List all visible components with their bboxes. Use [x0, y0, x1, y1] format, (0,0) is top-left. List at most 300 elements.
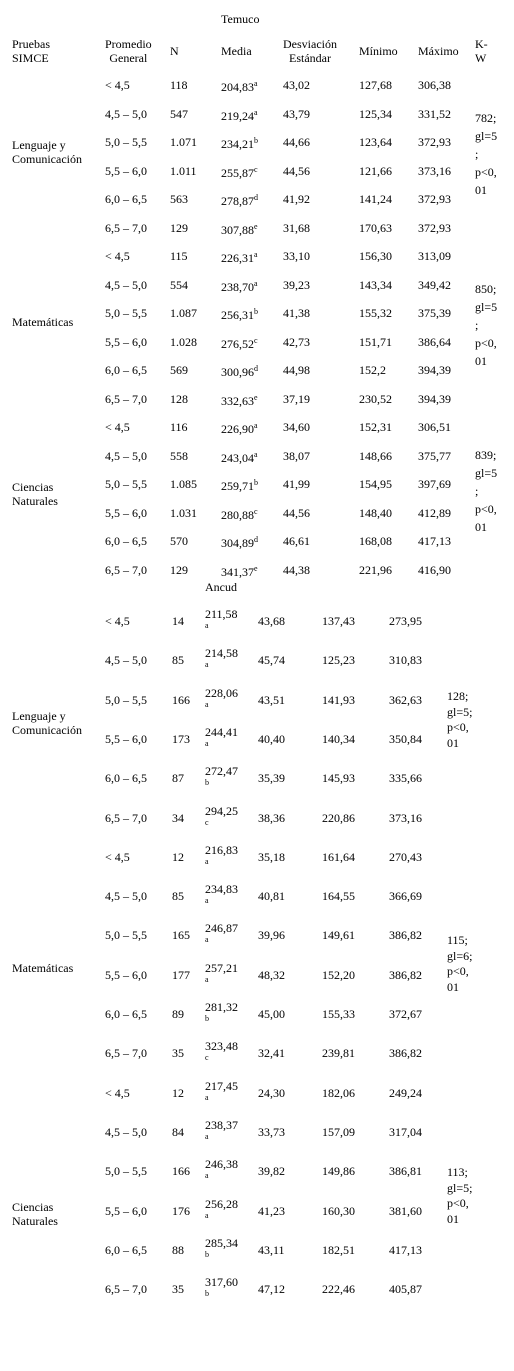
promedio-cell: 6,0 – 6,5 [105, 1242, 147, 1257]
media-value: 204,83 [221, 80, 254, 94]
media-subscript: c [205, 817, 209, 827]
min-cell: 220,86 [322, 810, 355, 825]
n-cell: 128 [170, 391, 188, 406]
media-cell [205, 1275, 238, 1298]
media-cell [205, 686, 238, 709]
desv-cell: 44,56 [283, 505, 310, 520]
max-cell: 416,90 [418, 562, 451, 577]
n-cell: 554 [170, 277, 188, 292]
desv-cell: 41,23 [258, 1203, 285, 1218]
max-cell: 335,66 [389, 771, 422, 786]
media-subscript: a [205, 935, 209, 945]
media-cell [221, 337, 258, 351]
n-cell: 88 [172, 1242, 184, 1257]
media-superscript: e [254, 563, 258, 573]
min-cell: 239,81 [322, 1046, 355, 1061]
media-cell [221, 194, 258, 208]
min-cell: 182,51 [322, 1242, 355, 1257]
min-cell: 152,20 [322, 967, 355, 982]
media-cell [205, 843, 238, 866]
desv-cell: 38,36 [258, 810, 285, 825]
media-superscript: e [254, 221, 258, 231]
n-cell: 85 [172, 889, 184, 904]
promedio-cell: 4,5 – 5,0 [105, 277, 147, 292]
desv-cell: 35,18 [258, 849, 285, 864]
media-superscript: c [254, 164, 258, 174]
media-superscript: d [254, 535, 258, 544]
ancud-kw-stat: 113; gl=5; p<0, 01 [447, 1165, 473, 1226]
media-value: 272,47 [205, 764, 238, 779]
min-cell: 137,43 [322, 614, 355, 628]
media-cell [205, 1197, 238, 1220]
max-cell: 249,24 [389, 1085, 422, 1100]
min-cell: 145,93 [322, 771, 355, 786]
ancud-subject: Lenguaje y Comunicación [12, 709, 82, 737]
desv-cell: 47,12 [258, 1282, 285, 1297]
media-value: 317,60 [205, 1275, 238, 1290]
desv-cell: 35,39 [258, 771, 285, 786]
media-value: 234,21 [221, 137, 254, 151]
media-value: 285,34 [205, 1235, 238, 1250]
promedio-cell: 6,0 – 6,5 [105, 534, 147, 548]
media-subscript: a [205, 1092, 209, 1102]
media-value: 226,90 [221, 422, 254, 436]
promedio-cell: 4,5 – 5,0 [105, 106, 147, 121]
n-cell: 176 [172, 1203, 190, 1218]
n-cell: 129 [170, 220, 188, 235]
desv-cell: 39,96 [258, 928, 285, 943]
promedio-cell: 6,5 – 7,0 [105, 1046, 147, 1061]
n-cell: 84 [172, 1124, 184, 1139]
desv-cell: 37,19 [283, 391, 310, 406]
media-subscript: a [205, 896, 209, 906]
promedio-cell: 6,5 – 7,0 [105, 1282, 147, 1297]
n-cell: 1.087 [170, 306, 197, 320]
desv-cell: 44,38 [283, 562, 310, 577]
n-cell: 570 [170, 534, 188, 548]
max-cell: 313,09 [418, 249, 451, 263]
media-value: 246,87 [205, 921, 238, 936]
media-cell [221, 394, 258, 408]
media-cell [221, 251, 258, 265]
media-subscript: b [205, 1249, 209, 1259]
promedio-cell: < 4,5 [105, 78, 130, 92]
desv-cell: 43,02 [283, 78, 310, 92]
desv-cell: 44,66 [283, 135, 310, 149]
media-superscript: e [254, 392, 258, 402]
media-subscript: a [205, 856, 209, 866]
min-cell: 121,66 [359, 163, 392, 178]
media-cell [205, 1236, 238, 1259]
promedio-cell: 5,5 – 6,0 [105, 967, 147, 982]
promedio-cell: 5,5 – 6,0 [105, 1203, 147, 1218]
desv-cell: 43,79 [283, 106, 310, 121]
city-title-ancud: Ancud [205, 580, 237, 594]
max-cell: 405,87 [389, 1282, 422, 1297]
media-value: 214,58 [205, 646, 238, 661]
ancud-kw-stat: 115; gl=6; p<0, 01 [447, 933, 473, 994]
media-value: 256,31 [221, 308, 254, 322]
promedio-cell: 6,5 – 7,0 [105, 220, 147, 235]
media-superscript: c [254, 506, 258, 516]
desv-cell: 39,82 [258, 1164, 285, 1179]
n-cell: 87 [172, 771, 184, 786]
promedio-cell: < 4,5 [105, 249, 130, 263]
min-cell: 127,68 [359, 78, 392, 92]
media-value: 278,87 [221, 194, 254, 208]
n-cell: 118 [170, 78, 188, 92]
media-value: 244,41 [205, 724, 238, 739]
media-cell [205, 882, 238, 905]
max-cell: 273,95 [389, 614, 422, 628]
media-value: 228,06 [205, 685, 238, 700]
city-title-temuco: Temuco [221, 12, 260, 26]
media-subscript: a [205, 621, 209, 630]
promedio-cell: < 4,5 [105, 420, 130, 434]
min-cell: 141,24 [359, 192, 392, 206]
max-cell: 417,13 [418, 534, 451, 548]
n-cell: 569 [170, 363, 188, 377]
n-cell: 34 [172, 810, 184, 825]
promedio-cell: 5,5 – 6,0 [105, 334, 147, 349]
desv-cell: 45,74 [258, 653, 285, 668]
min-cell: 125,34 [359, 106, 392, 121]
promedio-cell: 6,0 – 6,5 [105, 363, 147, 377]
media-subscript: a [205, 1210, 209, 1220]
promedio-cell: 5,0 – 5,5 [105, 477, 147, 491]
media-cell [221, 365, 258, 379]
media-cell [205, 1079, 238, 1102]
media-cell [205, 725, 238, 748]
max-cell: 386,82 [389, 928, 422, 943]
media-value: 256,28 [205, 1196, 238, 1211]
min-cell: 148,40 [359, 505, 392, 520]
min-cell: 152,31 [359, 420, 392, 434]
media-value: 257,21 [205, 960, 238, 975]
media-cell [205, 1000, 238, 1023]
max-cell: 375,77 [418, 448, 451, 463]
min-cell: 230,52 [359, 391, 392, 406]
desv-cell: 34,60 [283, 420, 310, 434]
media-value: 217,45 [205, 1078, 238, 1093]
media-cell [221, 536, 258, 550]
n-cell: 14 [172, 614, 184, 628]
media-value: 259,71 [221, 479, 254, 493]
max-cell: 362,63 [389, 692, 422, 707]
desv-cell: 32,41 [258, 1046, 285, 1061]
temuco-subject: Lenguaje y Comunicación [12, 138, 82, 166]
min-cell: 221,96 [359, 562, 392, 577]
min-cell: 141,93 [322, 692, 355, 707]
promedio-cell: 5,5 – 6,0 [105, 163, 147, 178]
min-cell: 143,34 [359, 277, 392, 292]
max-cell: 381,60 [389, 1203, 422, 1218]
promedio-cell: 5,5 – 6,0 [105, 505, 147, 520]
promedio-cell: 5,0 – 5,5 [105, 135, 147, 149]
max-cell: 386,82 [389, 1046, 422, 1061]
media-subscript: b [205, 1289, 209, 1299]
desv-cell: 40,40 [258, 731, 285, 746]
media-cell [205, 1157, 238, 1180]
n-cell: 129 [170, 562, 188, 577]
media-superscript: c [254, 335, 258, 345]
desv-cell: 41,99 [283, 477, 310, 491]
desv-cell: 43,68 [258, 614, 285, 628]
media-subscript: a [205, 660, 209, 670]
promedio-cell: 6,5 – 7,0 [105, 562, 147, 577]
n-cell: 35 [172, 1282, 184, 1297]
media-subscript: c [205, 1053, 209, 1063]
media-value: 281,32 [205, 1000, 238, 1014]
temuco-kw-stat: 782; gl=5 ; p<0, 01 [475, 111, 498, 197]
media-cell [205, 961, 238, 984]
desv-cell: 43,51 [258, 692, 285, 707]
media-value: 246,38 [205, 1157, 238, 1172]
n-cell: 89 [172, 1007, 184, 1021]
n-cell: 12 [172, 849, 184, 864]
n-cell: 1.031 [170, 505, 197, 520]
desv-cell: 39,23 [283, 277, 310, 292]
header-maximo: Máximo [418, 44, 459, 58]
media-cell [221, 451, 258, 465]
media-cell [205, 607, 238, 630]
media-cell [205, 646, 238, 669]
desv-cell: 41,38 [283, 306, 310, 320]
media-cell [205, 764, 238, 787]
desv-cell: 42,73 [283, 334, 310, 349]
promedio-cell: 5,5 – 6,0 [105, 731, 147, 746]
promedio-cell: 6,5 – 7,0 [105, 810, 147, 825]
n-cell: 115 [170, 249, 188, 263]
min-cell: 182,06 [322, 1085, 355, 1100]
temuco-subject: Ciencias Naturales [12, 480, 58, 508]
max-cell: 372,93 [418, 220, 451, 235]
min-cell: 140,34 [322, 731, 355, 746]
media-value: 280,88 [221, 507, 254, 522]
media-superscript: a [254, 421, 258, 430]
min-cell: 155,32 [359, 306, 392, 320]
n-cell: 563 [170, 192, 188, 206]
max-cell: 350,84 [389, 731, 422, 746]
min-cell: 161,64 [322, 849, 355, 864]
media-value: 216,83 [205, 842, 238, 857]
min-cell: 123,64 [359, 135, 392, 149]
media-cell [205, 804, 238, 827]
n-cell: 85 [172, 653, 184, 668]
n-cell: 177 [172, 967, 190, 982]
min-cell: 152,2 [359, 363, 386, 377]
media-value: 226,31 [221, 251, 254, 265]
desv-cell: 43,11 [258, 1242, 285, 1257]
max-cell: 386,64 [418, 334, 451, 349]
header-minimo: Mínimo [359, 44, 398, 58]
header-pruebas: Pruebas SIMCE [12, 37, 50, 65]
media-cell [221, 479, 258, 493]
n-cell: 1.085 [170, 477, 197, 491]
media-subscript: a [205, 1171, 209, 1181]
max-cell: 331,52 [418, 106, 451, 121]
n-cell: 116 [170, 420, 188, 434]
promedio-cell: 6,0 – 6,5 [105, 771, 147, 786]
min-cell: 149,86 [322, 1164, 355, 1179]
min-cell: 156,30 [359, 249, 392, 263]
promedio-cell: 5,0 – 5,5 [105, 928, 147, 943]
promedio-cell: 6,0 – 6,5 [105, 192, 147, 206]
promedio-cell: < 4,5 [105, 614, 130, 628]
min-cell: 125,23 [322, 653, 355, 668]
media-superscript: b [254, 307, 258, 316]
max-cell: 366,69 [389, 889, 422, 904]
min-cell: 157,09 [322, 1124, 355, 1139]
min-cell: 222,46 [322, 1282, 355, 1297]
media-cell [205, 1039, 238, 1062]
media-value: 211,58 [205, 607, 238, 621]
media-subscript: a [205, 738, 209, 748]
promedio-cell: < 4,5 [105, 849, 130, 864]
min-cell: 155,33 [322, 1007, 355, 1021]
max-cell: 317,04 [389, 1124, 422, 1139]
max-cell: 349,42 [418, 277, 451, 292]
media-value: 304,89 [221, 536, 254, 550]
max-cell: 394,39 [418, 391, 451, 406]
min-cell: 154,95 [359, 477, 392, 491]
desv-cell: 45,00 [258, 1007, 285, 1021]
promedio-cell: 4,5 – 5,0 [105, 653, 147, 668]
media-subscript: a [205, 699, 209, 709]
media-value: 300,96 [221, 365, 254, 379]
temuco-kw-stat: 839; gl=5 ; p<0, 01 [475, 448, 498, 534]
media-value: 243,04 [221, 450, 254, 465]
n-cell: 166 [172, 692, 190, 707]
n-cell: 1.028 [170, 334, 197, 349]
media-value: 234,83 [205, 882, 238, 897]
media-subscript: a [205, 974, 209, 984]
header-media: Media [221, 44, 252, 58]
desv-cell: 38,07 [283, 448, 310, 463]
promedio-cell: 5,0 – 5,5 [105, 1164, 147, 1179]
n-cell: 558 [170, 448, 188, 463]
max-cell: 386,82 [389, 967, 422, 982]
media-value: 294,25 [205, 803, 238, 818]
media-subscript: a [205, 1131, 209, 1141]
media-cell [221, 166, 258, 180]
max-cell: 417,13 [389, 1242, 422, 1257]
temuco-subject: Matemáticas [12, 315, 74, 329]
max-cell: 394,39 [418, 363, 451, 377]
max-cell: 306,38 [418, 78, 451, 92]
media-value: 307,88 [221, 222, 254, 237]
media-superscript: a [254, 79, 258, 88]
media-value: 219,24 [221, 108, 254, 123]
media-value: 255,87 [221, 165, 254, 180]
n-cell: 173 [172, 731, 190, 746]
promedio-cell: 5,0 – 5,5 [105, 306, 147, 320]
media-cell [221, 422, 258, 436]
media-subscript: b [205, 778, 209, 788]
min-cell: 151,71 [359, 334, 392, 349]
media-cell [221, 280, 258, 294]
min-cell: 168,08 [359, 534, 392, 548]
media-subscript: b [205, 1014, 209, 1023]
min-cell: 148,66 [359, 448, 392, 463]
media-superscript: d [254, 193, 258, 202]
media-superscript: a [254, 107, 258, 117]
max-cell: 373,16 [418, 163, 451, 178]
media-value: 332,63 [221, 393, 254, 408]
promedio-cell: 6,5 – 7,0 [105, 391, 147, 406]
desv-cell: 33,10 [283, 249, 310, 263]
max-cell: 386,81 [389, 1164, 422, 1179]
media-cell [205, 921, 238, 944]
desv-cell: 24,30 [258, 1085, 285, 1100]
header-n: N [170, 44, 179, 58]
desv-cell: 33,73 [258, 1124, 285, 1139]
media-cell [221, 508, 258, 522]
max-cell: 375,39 [418, 306, 451, 320]
n-cell: 166 [172, 1164, 190, 1179]
media-value: 238,70 [221, 279, 254, 294]
min-cell: 149,61 [322, 928, 355, 943]
media-cell [221, 565, 258, 579]
desv-cell: 31,68 [283, 220, 310, 235]
desv-cell: 44,98 [283, 363, 310, 377]
desv-cell: 48,32 [258, 967, 285, 982]
promedio-cell: 4,5 – 5,0 [105, 1124, 147, 1139]
max-cell: 372,67 [389, 1007, 422, 1021]
max-cell: 372,93 [418, 135, 451, 149]
media-cell [221, 109, 258, 123]
n-cell: 35 [172, 1046, 184, 1061]
desv-cell: 41,92 [283, 192, 310, 206]
promedio-cell: 4,5 – 5,0 [105, 448, 147, 463]
desv-cell: 46,61 [283, 534, 310, 548]
media-value: 238,37 [205, 1117, 238, 1132]
media-cell [221, 223, 258, 237]
media-superscript: b [254, 478, 258, 487]
desv-cell: 44,56 [283, 163, 310, 178]
n-cell: 1.011 [170, 163, 197, 178]
media-superscript: a [254, 278, 258, 288]
max-cell: 306,51 [418, 420, 451, 434]
media-superscript: d [254, 364, 258, 373]
ancud-kw-stat: 128; gl=5; p<0, 01 [447, 689, 473, 750]
media-cell [205, 1118, 238, 1141]
media-value: 341,37 [221, 564, 254, 579]
media-superscript: a [254, 250, 258, 259]
media-cell [221, 137, 258, 151]
temuco-kw-stat: 850; gl=5 ; p<0, 01 [475, 282, 498, 368]
max-cell: 372,93 [418, 192, 451, 206]
max-cell: 373,16 [389, 810, 422, 825]
media-value: 276,52 [221, 336, 254, 351]
n-cell: 1.071 [170, 135, 197, 149]
media-value: 323,48 [205, 1039, 238, 1054]
media-superscript: a [254, 449, 258, 459]
promedio-cell: 6,0 – 6,5 [105, 1007, 147, 1021]
media-cell [221, 80, 258, 94]
promedio-cell: 4,5 – 5,0 [105, 889, 147, 904]
max-cell: 310,83 [389, 653, 422, 668]
header-kw: K- W [475, 37, 488, 65]
max-cell: 412,89 [418, 505, 451, 520]
promedio-cell: 5,0 – 5,5 [105, 692, 147, 707]
min-cell: 170,63 [359, 220, 392, 235]
header-desviacion: Desviación Estándar [283, 37, 337, 65]
ancud-subject: Ciencias Naturales [12, 1200, 58, 1228]
desv-cell: 40,81 [258, 889, 285, 904]
n-cell: 165 [172, 928, 190, 943]
media-cell [221, 308, 258, 322]
